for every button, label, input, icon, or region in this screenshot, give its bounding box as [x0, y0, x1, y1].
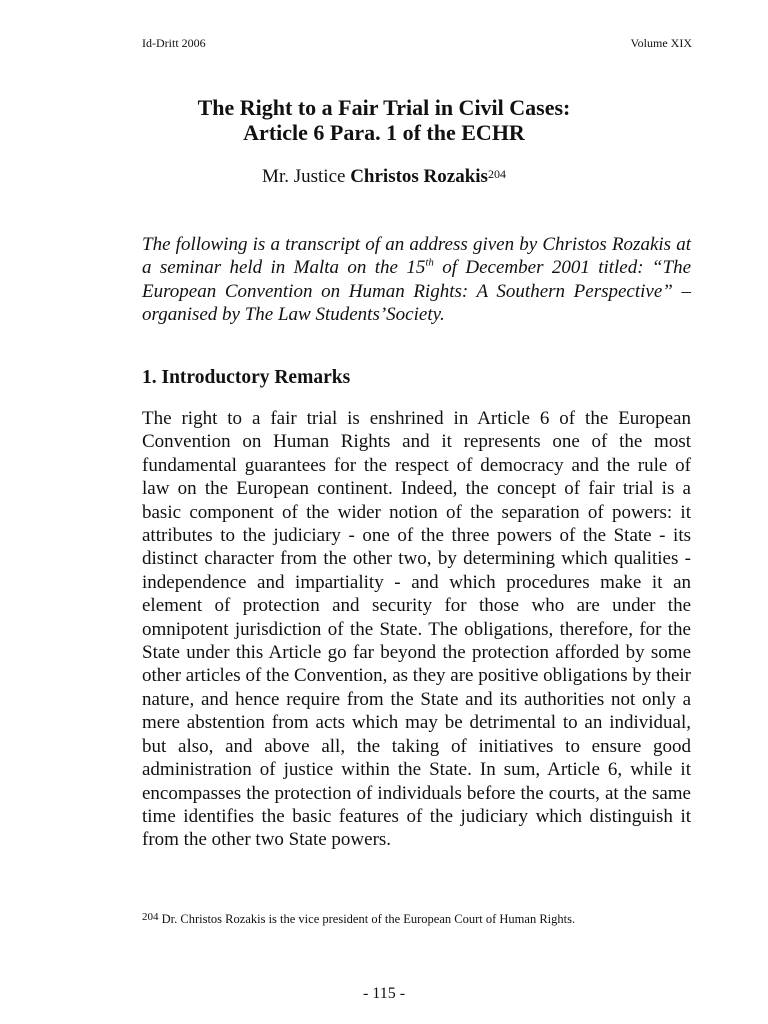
header-volume: Volume XIX [630, 36, 692, 50]
title-line-2: Article 6 Para. 1 of the ECHR [243, 120, 525, 145]
footnote-marker: 204 [142, 911, 159, 923]
author-prefix: Mr. Justice [262, 166, 351, 187]
author-footnote-ref: 204 [487, 167, 506, 181]
intro-paragraph [142, 233, 691, 327]
author-line [0, 166, 768, 188]
author-name: Christos Rozakis [350, 166, 488, 187]
footnote [142, 912, 702, 927]
intro-text-end: of December 2001 titled: “The European Convention on Human Rights: A Southern Perspective” – organised by The Law Students’Society. [142, 257, 691, 326]
body-paragraph: The right to a fair trial is enshrined in Article 6 of the European Convention on Human Rights and it represents one of the most fundamental guarantees for the respect of democracy and the rule of law on the European continent. Indeed, the concept of fair trial is a basic component of the wider notion of the separation of powers: it attributes to the judiciary - one of the three powers of the State - its distinct character from the other two, by determining which qualities - independence and impartiality - and which procedures make it an element of protection and security for those who are under the omnipotent jurisdiction of the State. The obligations, therefore, for the State under this Article go far beyond the protection afforded by some other articles of the Convention, as they are positive obligations by their nature, and hence require from the State and its authorities not only a mere abstention from acts which may be detrimental to an individual, but also, and above all, the taking of initiatives to ensure good administration of justice within the State. In sum, Article 6, while it encompasses the protection of individuals before the courts, at the same time identifies the basic features of the judiciary which distinguish it from the other two State powers. [142, 408, 691, 851]
footnote-text: Dr. Christos Rozakis is the vice president of the European Court of Human Rights. [158, 912, 576, 926]
header-journal: Id-Dritt 2006 [142, 36, 206, 50]
page-number: - 115 - [362, 985, 406, 1002]
intro-ordinal-suffix: th [425, 257, 434, 270]
intro-text-start: The following is a transcript of an address given by Christos Rozakis at a seminar held in Malta on the 15 [142, 234, 691, 279]
running-header [142, 36, 692, 51]
section-heading: 1. Introductory Remarks [142, 367, 351, 388]
article-title [0, 95, 768, 145]
title-line-1: The Right to a Fair Trial in Civil Cases: [197, 95, 571, 120]
